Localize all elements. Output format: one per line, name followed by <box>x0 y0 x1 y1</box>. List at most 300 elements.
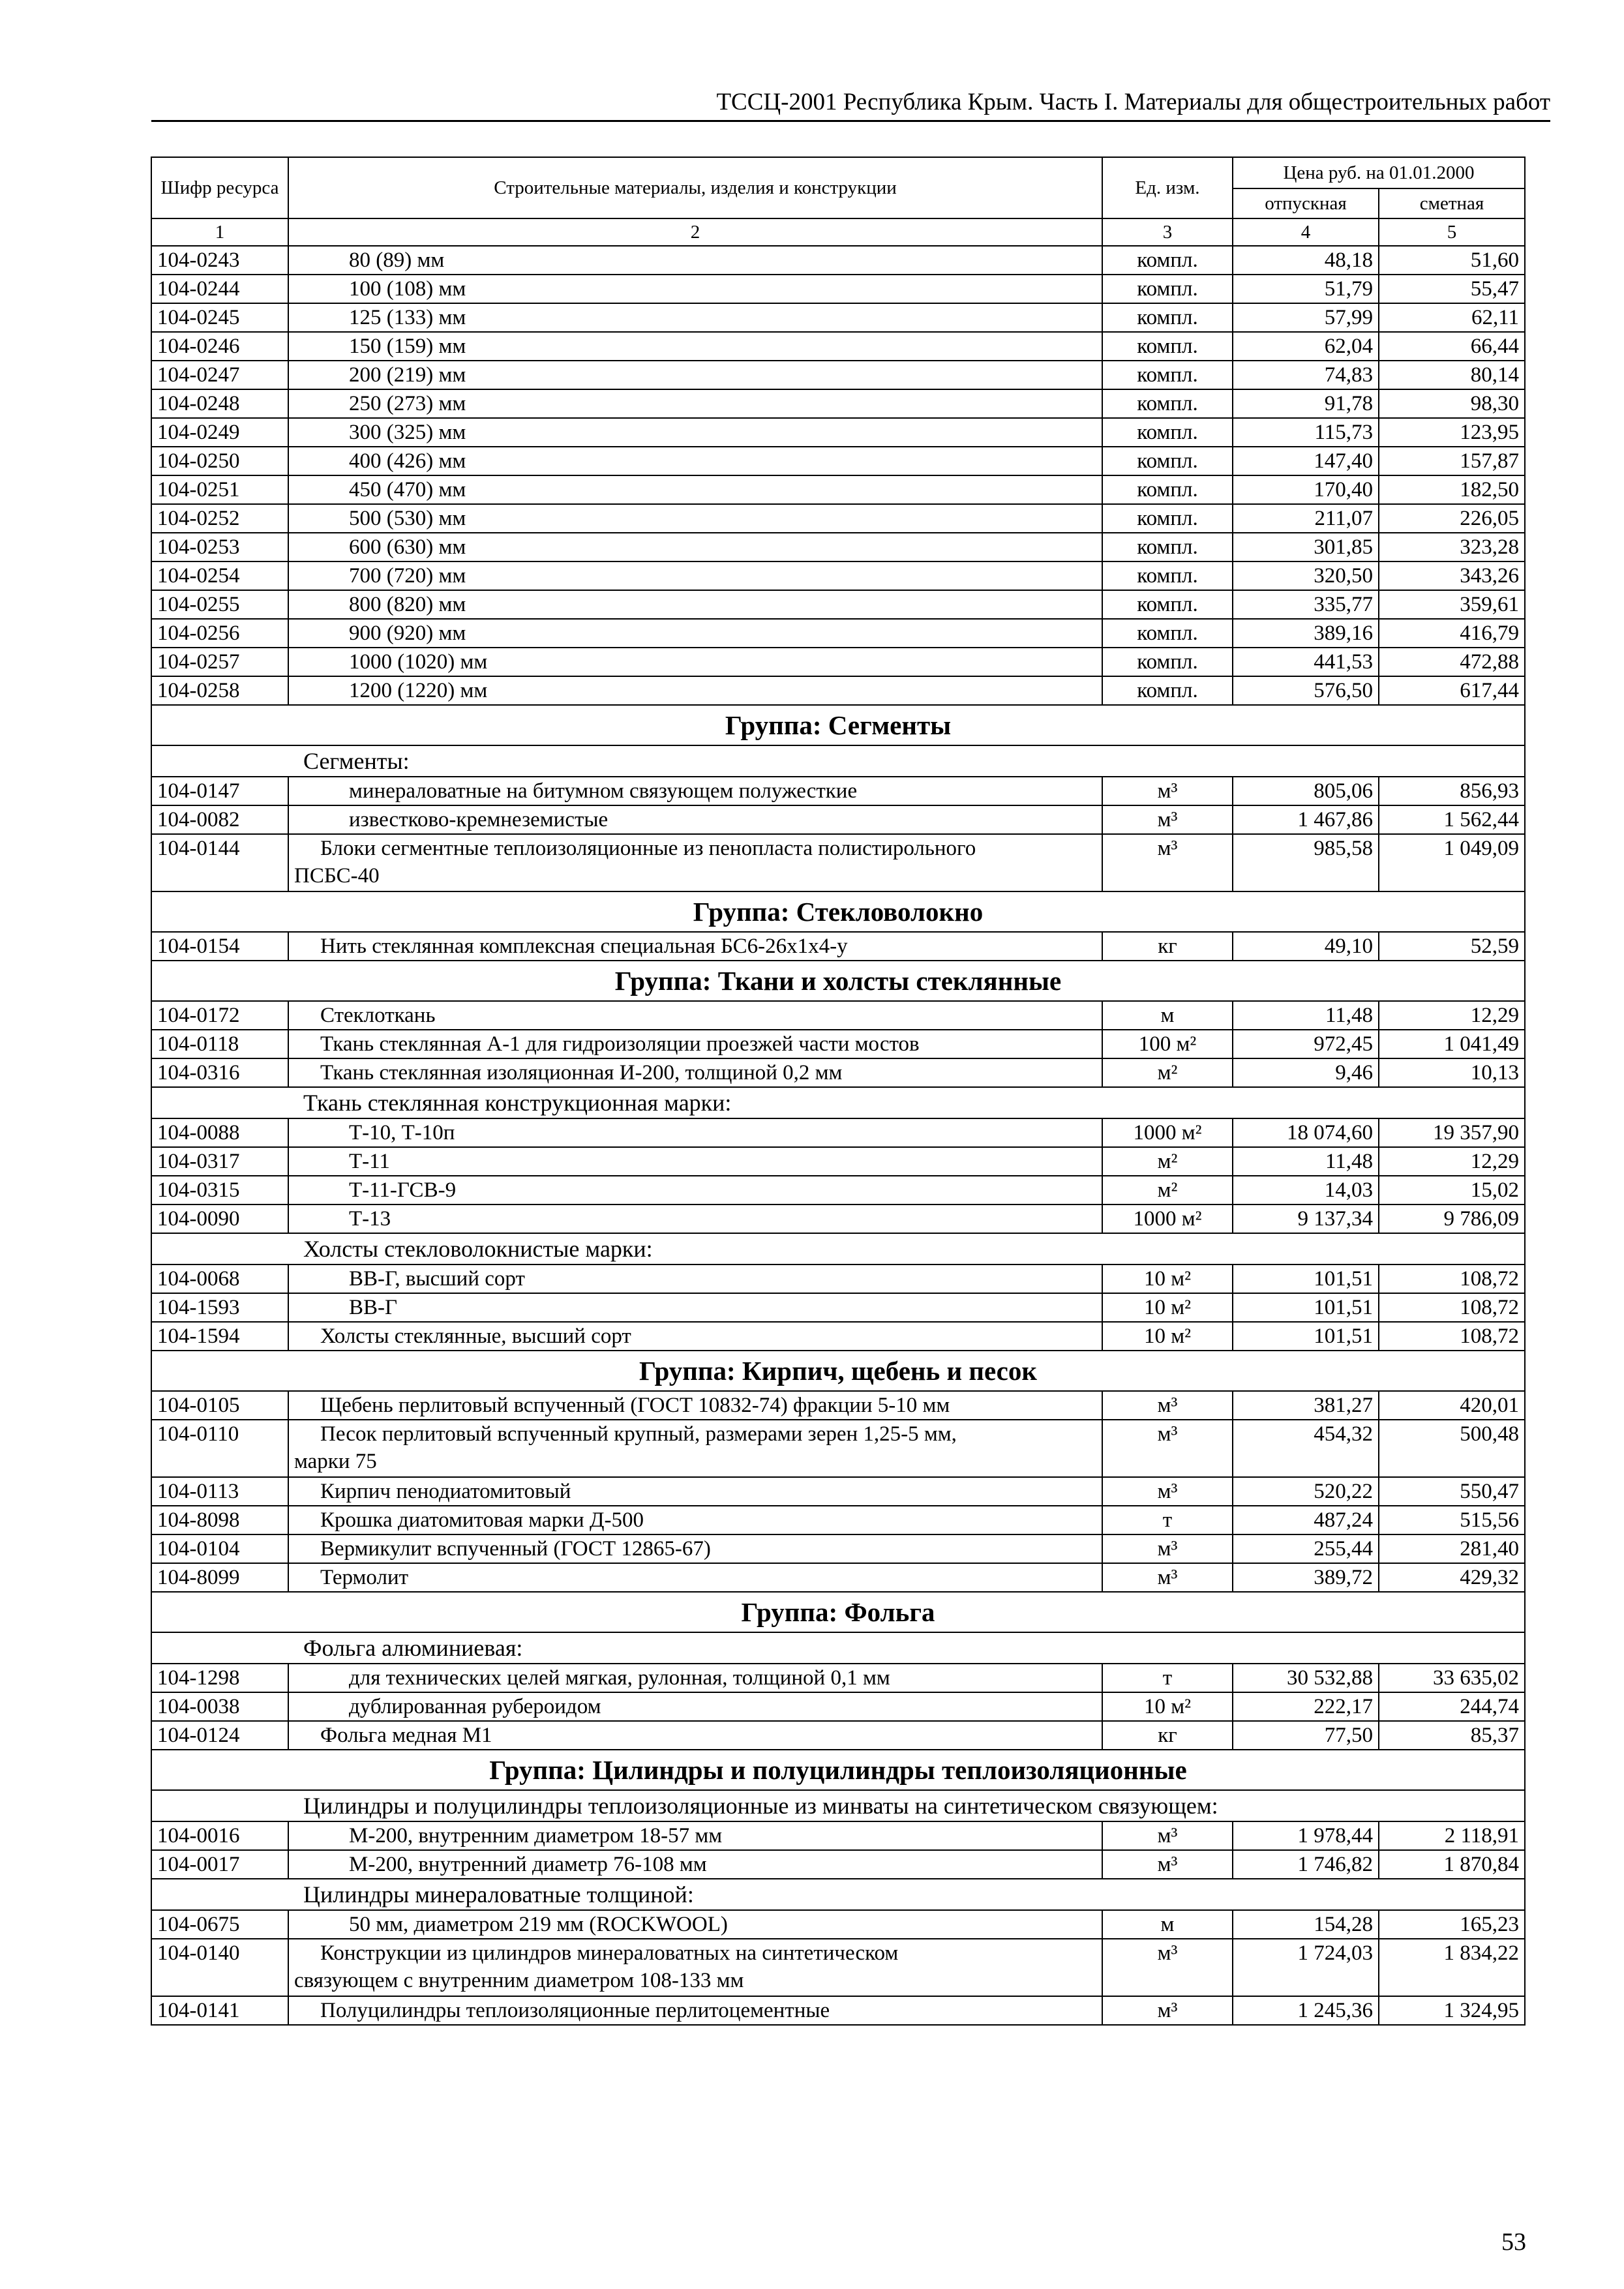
unit-of-measure: компл. <box>1102 246 1233 275</box>
table-row <box>151 1204 1525 1233</box>
release-price: 1 746,82 <box>1233 1850 1379 1879</box>
release-price: 805,06 <box>1233 777 1379 805</box>
estimate-price: 1 041,49 <box>1379 1030 1525 1058</box>
material-name-line: 80 (89) мм <box>349 248 445 272</box>
table-row <box>151 648 1525 676</box>
unit-of-measure: м³ <box>1102 1996 1233 2025</box>
release-price: 48,18 <box>1233 246 1379 275</box>
material-name <box>288 619 1102 648</box>
column-header-unit: Ед. изм. <box>1102 157 1233 218</box>
unit-of-measure: кг <box>1102 1721 1233 1750</box>
resource-code: 104-0243 <box>151 246 288 275</box>
release-price: 9 137,34 <box>1233 1204 1379 1233</box>
material-name <box>288 805 1102 834</box>
estimate-price: 226,05 <box>1379 504 1525 533</box>
estimate-price: 420,01 <box>1379 1391 1525 1420</box>
material-name-line: Т-11-ГСВ-9 <box>349 1178 457 1202</box>
release-price: 381,27 <box>1233 1391 1379 1420</box>
column-header-name: Строительные материалы, изделия и конструкции <box>288 157 1102 218</box>
material-name <box>288 1204 1102 1233</box>
material-name-line: ВВ-Г <box>349 1296 398 1319</box>
resource-code: 104-0247 <box>151 361 288 389</box>
table-row <box>151 418 1525 447</box>
estimate-price: 182,50 <box>1379 475 1525 504</box>
table-row <box>151 1264 1525 1293</box>
resource-code: 104-0110 <box>151 1420 288 1477</box>
unit-of-measure: компл. <box>1102 504 1233 533</box>
material-name-line: дублированная рубероидом <box>349 1695 601 1718</box>
subgroup-row <box>151 1233 1525 1264</box>
table-row <box>151 389 1525 418</box>
estimate-price: 12,29 <box>1379 1001 1525 1030</box>
table-row <box>151 834 1525 891</box>
unit-of-measure: 100 м² <box>1102 1030 1233 1058</box>
estimate-price: 1 049,09 <box>1379 834 1525 891</box>
unit-of-measure: компл. <box>1102 590 1233 619</box>
material-name <box>288 1850 1102 1879</box>
material-name <box>288 332 1102 361</box>
group-heading: Группа: Сегменты <box>151 705 1525 745</box>
resource-code: 104-0090 <box>151 1204 288 1233</box>
table-row <box>151 590 1525 619</box>
material-name <box>288 1001 1102 1030</box>
column-header-estimate-price: сметная <box>1379 188 1525 218</box>
group-heading-row <box>151 1592 1525 1632</box>
unit-of-measure: 1000 м² <box>1102 1204 1233 1233</box>
estimate-price: 98,30 <box>1379 389 1525 418</box>
resource-code: 104-0154 <box>151 932 288 961</box>
unit-of-measure: компл. <box>1102 619 1233 648</box>
release-price: 147,40 <box>1233 447 1379 475</box>
unit-of-measure: м <box>1102 1910 1233 1939</box>
resource-code: 104-0140 <box>151 1939 288 1996</box>
table-row <box>151 246 1525 275</box>
table-row <box>151 303 1525 332</box>
table-row <box>151 1322 1525 1351</box>
material-name <box>288 1322 1102 1351</box>
material-name-line: ПСБС-40 <box>294 864 380 888</box>
table-row <box>151 805 1525 834</box>
material-name <box>288 533 1102 561</box>
resource-code: 104-1593 <box>151 1293 288 1322</box>
release-price: 1 978,44 <box>1233 1821 1379 1850</box>
resource-code: 104-0316 <box>151 1058 288 1087</box>
material-name <box>288 1058 1102 1087</box>
material-name-line: 1200 (1220) мм <box>349 679 488 702</box>
resource-price-table <box>151 157 1526 2026</box>
table-row <box>151 1001 1525 1030</box>
estimate-price: 281,40 <box>1379 1534 1525 1563</box>
estimate-price: 85,37 <box>1379 1721 1525 1750</box>
unit-of-measure: м³ <box>1102 1850 1233 1879</box>
material-name <box>288 1821 1102 1850</box>
unit-of-measure: м² <box>1102 1058 1233 1087</box>
material-name-line: минераловатные на битумном связующем полужесткие <box>349 779 858 803</box>
material-name-line: 200 (219) мм <box>349 363 466 387</box>
material-name <box>288 1147 1102 1176</box>
material-name-line: 150 (159) мм <box>349 335 466 358</box>
release-price: 255,44 <box>1233 1534 1379 1563</box>
release-price: 11,48 <box>1233 1001 1379 1030</box>
material-name-line: 400 (426) мм <box>349 449 466 473</box>
release-price: 301,85 <box>1233 533 1379 561</box>
release-price: 57,99 <box>1233 303 1379 332</box>
resource-code: 104-0248 <box>151 389 288 418</box>
unit-of-measure: 10 м² <box>1102 1322 1233 1351</box>
release-price: 30 532,88 <box>1233 1664 1379 1692</box>
material-name-line: для технических целей мягкая, рулонная, толщиной 0,1 мм <box>349 1666 890 1690</box>
column-header-code: Шифр ресурса <box>151 157 288 218</box>
column-header-price: Цена руб. на 01.01.2000 <box>1233 157 1525 188</box>
material-name <box>288 1534 1102 1563</box>
estimate-price: 33 635,02 <box>1379 1664 1525 1692</box>
resource-code: 104-0104 <box>151 1534 288 1563</box>
material-name <box>288 1391 1102 1420</box>
subgroup-row <box>151 745 1525 777</box>
resource-code: 104-0244 <box>151 275 288 303</box>
group-heading: Группа: Цилиндры и полуцилиндры теплоизоляционные <box>151 1750 1525 1790</box>
unit-of-measure: 10 м² <box>1102 1264 1233 1293</box>
resource-code: 104-0258 <box>151 676 288 705</box>
material-name-line: 600 (630) мм <box>349 535 466 559</box>
material-name-line: 900 (920) мм <box>349 621 466 645</box>
release-price: 77,50 <box>1233 1721 1379 1750</box>
resource-code: 104-0113 <box>151 1477 288 1506</box>
unit-of-measure: компл. <box>1102 475 1233 504</box>
material-name-line: Вермикулит вспученный (ГОСТ 12865-67) <box>320 1537 711 1561</box>
release-price: 49,10 <box>1233 932 1379 961</box>
material-name <box>288 361 1102 389</box>
resource-code: 104-0256 <box>151 619 288 648</box>
unit-of-measure: компл. <box>1102 676 1233 705</box>
table-row <box>151 619 1525 648</box>
table-row <box>151 1692 1525 1721</box>
estimate-price: 472,88 <box>1379 648 1525 676</box>
subgroup-heading: Цилиндры и полуцилиндры теплоизоляционные из минваты на синтетическом связующем: <box>151 1790 1525 1821</box>
material-name <box>288 932 1102 961</box>
unit-of-measure: м² <box>1102 1176 1233 1204</box>
material-name-line: М-200, внутренним диаметром 18-57 мм <box>349 1824 723 1848</box>
resource-code: 104-0675 <box>151 1910 288 1939</box>
unit-of-measure: 10 м² <box>1102 1692 1233 1721</box>
table-row <box>151 1534 1525 1563</box>
estimate-price: 12,29 <box>1379 1147 1525 1176</box>
table-row <box>151 332 1525 361</box>
material-name-line: Конструкции из цилиндров минераловатных на синтетическом <box>320 1941 899 1965</box>
subgroup-heading: Ткань стеклянная конструкционная марки: <box>151 1087 1525 1118</box>
material-name-line: 800 (820) мм <box>349 593 466 616</box>
resource-code: 104-0255 <box>151 590 288 619</box>
material-name <box>288 504 1102 533</box>
material-name-line: Термолит <box>320 1566 409 1589</box>
material-name-line: Стеклоткань <box>320 1004 436 1027</box>
material-name <box>288 1506 1102 1534</box>
estimate-price: 244,74 <box>1379 1692 1525 1721</box>
release-price: 115,73 <box>1233 418 1379 447</box>
material-name <box>288 1030 1102 1058</box>
table-row <box>151 1664 1525 1692</box>
material-name-line: известково-кремнеземистые <box>349 808 609 831</box>
material-name-line: Полуцилиндры теплоизоляционные перлитоцементные <box>320 1999 830 2022</box>
material-name <box>288 389 1102 418</box>
header-rule <box>151 120 1550 122</box>
estimate-price: 108,72 <box>1379 1264 1525 1293</box>
resource-code: 104-0245 <box>151 303 288 332</box>
table-row <box>151 1910 1525 1939</box>
unit-of-measure: компл. <box>1102 303 1233 332</box>
table-row <box>151 1850 1525 1879</box>
page-header-title: ТССЦ-2001 Республика Крым. Часть I. Материалы для общестроительных работ <box>716 89 1550 115</box>
release-price: 74,83 <box>1233 361 1379 389</box>
table-row <box>151 676 1525 705</box>
release-price: 101,51 <box>1233 1322 1379 1351</box>
group-heading-row <box>151 891 1525 932</box>
estimate-price: 1 834,22 <box>1379 1939 1525 1996</box>
unit-of-measure: м³ <box>1102 1939 1233 1996</box>
material-name-line: Нить стеклянная комплексная специальная БС6-26х1х4-у <box>320 935 848 958</box>
estimate-price: 323,28 <box>1379 533 1525 561</box>
resource-code: 104-0105 <box>151 1391 288 1420</box>
material-name <box>288 1563 1102 1592</box>
estimate-price: 52,59 <box>1379 932 1525 961</box>
material-name <box>288 1477 1102 1506</box>
material-name-line: М-200, внутренний диаметр 76-108 мм <box>349 1853 707 1876</box>
subgroup-heading: Фольга алюминиевая: <box>151 1632 1525 1664</box>
unit-of-measure: м³ <box>1102 1477 1233 1506</box>
material-name-line: Блоки сегментные теплоизоляционные из пенопласта полистирольного <box>320 837 976 860</box>
material-name <box>288 777 1102 805</box>
estimate-price: 359,61 <box>1379 590 1525 619</box>
material-name-line: Песок перлитовый вспученный крупный, размерами зерен 1,25-5 мм, <box>320 1422 957 1446</box>
estimate-price: 416,79 <box>1379 619 1525 648</box>
material-name-line: 300 (325) мм <box>349 421 466 444</box>
material-name <box>288 676 1102 705</box>
release-price: 972,45 <box>1233 1030 1379 1058</box>
release-price: 985,58 <box>1233 834 1379 891</box>
material-name-line: 50 мм, диаметром 219 мм (ROCKWOOL) <box>349 1913 728 1936</box>
unit-of-measure: компл. <box>1102 332 1233 361</box>
resource-code: 104-0082 <box>151 805 288 834</box>
release-price: 62,04 <box>1233 332 1379 361</box>
material-name-line: 450 (470) мм <box>349 478 466 501</box>
unit-of-measure: м³ <box>1102 1391 1233 1420</box>
estimate-price: 15,02 <box>1379 1176 1525 1204</box>
resource-code: 104-1298 <box>151 1664 288 1692</box>
material-name <box>288 475 1102 504</box>
unit-of-measure: компл. <box>1102 533 1233 561</box>
estimate-price: 429,32 <box>1379 1563 1525 1592</box>
group-heading: Группа: Фольга <box>151 1592 1525 1632</box>
release-price: 454,32 <box>1233 1420 1379 1477</box>
estimate-price: 9 786,09 <box>1379 1204 1525 1233</box>
unit-of-measure: т <box>1102 1664 1233 1692</box>
table-row <box>151 533 1525 561</box>
material-name <box>288 834 1102 891</box>
group-heading: Группа: Ткани и холсты стеклянные <box>151 961 1525 1001</box>
material-name <box>288 1264 1102 1293</box>
estimate-price: 550,47 <box>1379 1477 1525 1506</box>
release-price: 101,51 <box>1233 1293 1379 1322</box>
estimate-price: 51,60 <box>1379 246 1525 275</box>
estimate-price: 617,44 <box>1379 676 1525 705</box>
estimate-price: 66,44 <box>1379 332 1525 361</box>
material-name <box>288 418 1102 447</box>
estimate-price: 343,26 <box>1379 561 1525 590</box>
release-price: 9,46 <box>1233 1058 1379 1087</box>
resource-code: 104-0038 <box>151 1692 288 1721</box>
unit-of-measure: компл. <box>1102 418 1233 447</box>
material-name-line: 500 (530) мм <box>349 507 466 530</box>
resource-code: 104-0088 <box>151 1118 288 1147</box>
column-header-release-price: отпускная <box>1233 188 1379 218</box>
release-price: 11,48 <box>1233 1147 1379 1176</box>
resource-code: 104-0249 <box>151 418 288 447</box>
unit-of-measure: м³ <box>1102 1821 1233 1850</box>
material-name-line: Фольга медная М1 <box>320 1724 492 1747</box>
table-row <box>151 361 1525 389</box>
table-row <box>151 1030 1525 1058</box>
material-name-line: марки 75 <box>294 1450 377 1473</box>
release-price: 389,16 <box>1233 619 1379 648</box>
table-row <box>151 1939 1525 1996</box>
subgroup-heading: Сегменты: <box>151 745 1525 777</box>
table-header <box>151 157 1525 246</box>
estimate-price: 1 562,44 <box>1379 805 1525 834</box>
estimate-price: 856,93 <box>1379 777 1525 805</box>
estimate-price: 80,14 <box>1379 361 1525 389</box>
release-price: 441,53 <box>1233 648 1379 676</box>
table-row <box>151 932 1525 961</box>
table-row <box>151 777 1525 805</box>
table-body <box>151 246 1525 2025</box>
subgroup-row <box>151 1790 1525 1821</box>
subgroup-row <box>151 1087 1525 1118</box>
estimate-price: 500,48 <box>1379 1420 1525 1477</box>
estimate-price: 157,87 <box>1379 447 1525 475</box>
material-name <box>288 447 1102 475</box>
material-name <box>288 1664 1102 1692</box>
table-row <box>151 1506 1525 1534</box>
material-name <box>288 275 1102 303</box>
table-row <box>151 1176 1525 1204</box>
estimate-price: 1 870,84 <box>1379 1850 1525 1879</box>
material-name <box>288 561 1102 590</box>
resource-code: 104-0124 <box>151 1721 288 1750</box>
table-row <box>151 1721 1525 1750</box>
unit-of-measure: компл. <box>1102 648 1233 676</box>
resource-code: 104-0250 <box>151 447 288 475</box>
release-price: 576,50 <box>1233 676 1379 705</box>
estimate-price: 108,72 <box>1379 1322 1525 1351</box>
resource-code: 104-0252 <box>151 504 288 533</box>
estimate-price: 55,47 <box>1379 275 1525 303</box>
material-name-line: Т-13 <box>349 1207 391 1231</box>
estimate-price: 2 118,91 <box>1379 1821 1525 1850</box>
resource-code: 104-0254 <box>151 561 288 590</box>
release-price: 101,51 <box>1233 1264 1379 1293</box>
release-price: 18 074,60 <box>1233 1118 1379 1147</box>
release-price: 520,22 <box>1233 1477 1379 1506</box>
unit-of-measure: м³ <box>1102 834 1233 891</box>
page-number: 53 <box>1501 2228 1526 2256</box>
release-price: 320,50 <box>1233 561 1379 590</box>
estimate-price: 19 357,90 <box>1379 1118 1525 1147</box>
release-price: 335,77 <box>1233 590 1379 619</box>
release-price: 91,78 <box>1233 389 1379 418</box>
group-heading-row <box>151 1750 1525 1790</box>
material-name-line: Ткань стеклянная изоляционная И-200, толщиной 0,2 мм <box>320 1061 843 1085</box>
table-row <box>151 504 1525 533</box>
group-heading-row <box>151 705 1525 745</box>
release-price: 1 724,03 <box>1233 1939 1379 1996</box>
group-heading: Группа: Кирпич, щебень и песок <box>151 1351 1525 1391</box>
table-row <box>151 447 1525 475</box>
resource-code: 104-0068 <box>151 1264 288 1293</box>
release-price: 1 245,36 <box>1233 1996 1379 2025</box>
subgroup-heading: Холсты стекловолокнистые марки: <box>151 1233 1525 1264</box>
release-price: 211,07 <box>1233 504 1379 533</box>
release-price: 389,72 <box>1233 1563 1379 1592</box>
material-name-line: 700 (720) мм <box>349 564 466 588</box>
resource-code: 104-0253 <box>151 533 288 561</box>
unit-of-measure: компл. <box>1102 275 1233 303</box>
column-number: 3 <box>1102 218 1233 246</box>
material-name-line: 100 (108) мм <box>349 277 466 301</box>
table-row <box>151 1147 1525 1176</box>
unit-of-measure: м³ <box>1102 1420 1233 1477</box>
release-price: 222,17 <box>1233 1692 1379 1721</box>
material-name <box>288 1939 1102 1996</box>
unit-of-measure: 10 м² <box>1102 1293 1233 1322</box>
material-name-line: Щебень перлитовый вспученный (ГОСТ 10832-74) фракции 5-10 мм <box>320 1394 950 1417</box>
column-number: 5 <box>1379 218 1525 246</box>
column-number: 2 <box>288 218 1102 246</box>
subgroup-heading: Цилиндры минераловатные толщиной: <box>151 1879 1525 1910</box>
release-price: 14,03 <box>1233 1176 1379 1204</box>
resource-code: 104-8098 <box>151 1506 288 1534</box>
resource-code: 104-0016 <box>151 1821 288 1850</box>
estimate-price: 108,72 <box>1379 1293 1525 1322</box>
table-row <box>151 1563 1525 1592</box>
material-name <box>288 1118 1102 1147</box>
material-name <box>288 1176 1102 1204</box>
resource-code: 104-0246 <box>151 332 288 361</box>
group-heading: Группа: Стекловолокно <box>151 891 1525 932</box>
resource-code: 104-0118 <box>151 1030 288 1058</box>
unit-of-measure: м³ <box>1102 1534 1233 1563</box>
unit-of-measure: т <box>1102 1506 1233 1534</box>
estimate-price: 515,56 <box>1379 1506 1525 1534</box>
unit-of-measure: м <box>1102 1001 1233 1030</box>
resource-code: 104-0315 <box>151 1176 288 1204</box>
estimate-price: 123,95 <box>1379 418 1525 447</box>
release-price: 51,79 <box>1233 275 1379 303</box>
material-name-line: 1000 (1020) мм <box>349 650 488 674</box>
material-name <box>288 1721 1102 1750</box>
table-row <box>151 1477 1525 1506</box>
material-name-line: Ткань стеклянная А-1 для гидроизоляции проезжей части мостов <box>320 1032 920 1056</box>
material-name-line: Кирпич пенодиатомитовый <box>320 1480 571 1503</box>
estimate-price: 10,13 <box>1379 1058 1525 1087</box>
material-name <box>288 1293 1102 1322</box>
unit-of-measure: м² <box>1102 1147 1233 1176</box>
release-price: 170,40 <box>1233 475 1379 504</box>
release-price: 487,24 <box>1233 1506 1379 1534</box>
resource-code: 104-0147 <box>151 777 288 805</box>
table-row <box>151 1420 1525 1477</box>
material-name-line: Т-10, Т-10п <box>349 1121 455 1144</box>
table-row <box>151 475 1525 504</box>
